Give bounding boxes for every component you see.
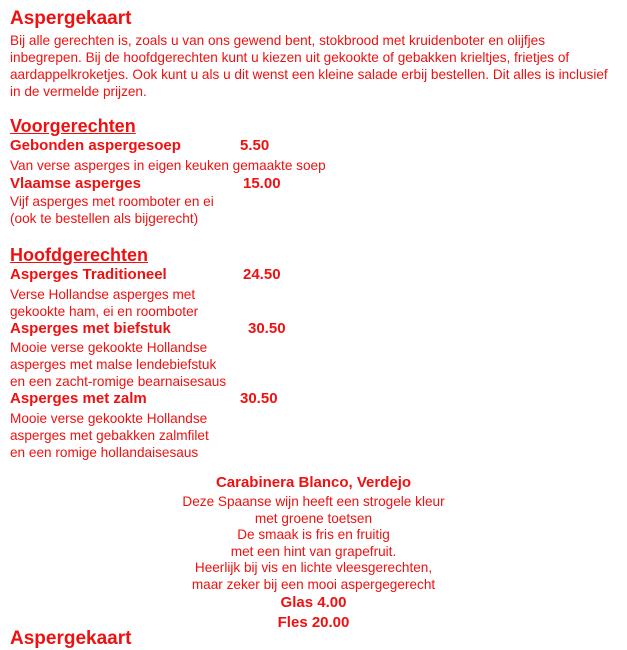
dish-name-biefstuk: Asperges met biefstuk (10, 320, 171, 337)
dish-desc-line: en een zacht-romige bearnaisesaus (10, 374, 227, 389)
dish-price-zalm: 30.50 (240, 390, 278, 407)
wine-desc-line: De smaak is fris en fruitig (237, 527, 390, 542)
dish-name-traditioneel: Asperges Traditioneel (10, 266, 167, 283)
wine-bottle-price: Fles 20.00 (277, 614, 350, 631)
wine-desc-line: Heerlijk bij vis en lichte vleesgerechten, (194, 560, 433, 575)
dish-desc-line: en een romige hollandaisesaus (10, 445, 199, 460)
dish-desc-line: Vijf asperges met roomboter en ei (10, 194, 214, 209)
wine-block (10, 474, 617, 633)
dish-name-aspergesoep: Gebonden aspergesoep (10, 137, 181, 154)
dish-desc-line: asperges met malse lendebiefstuk (10, 357, 217, 372)
dish-price-biefstuk: 30.50 (248, 320, 286, 337)
page-title: Aspergekaart (10, 8, 132, 29)
dish-desc-line: Verse Hollandse asperges met (10, 287, 196, 302)
wine-desc-line: maar zeker bij een mooi aspergegerecht (191, 576, 436, 592)
starters-heading: Voorgerechten (10, 116, 136, 136)
wine-desc-line: Deze Spaanse wijn heeft een strogele kleur (182, 494, 445, 509)
dish-price-vlaamse-asperges: 15.00 (243, 175, 281, 192)
mains-heading: Hoofdgerechten (10, 245, 149, 265)
dish-price-traditioneel: 24.50 (243, 266, 281, 283)
dish-desc-line: Van verse asperges in eigen keuken gemaakte soep (10, 158, 326, 173)
dish-name-zalm: Asperges met zalm (10, 390, 147, 407)
wine-name: Carabinera Blanco, Verdejo (215, 474, 412, 491)
dish-desc-line: gekookte ham, ei en roomboter (10, 304, 199, 319)
wine-desc-line: met een hint van grapefruit. (230, 543, 397, 559)
dish-desc-line: Mooie verse gekookte Hollandse (10, 340, 208, 355)
next-section-title: Aspergekaart (10, 628, 132, 649)
wine-glass-price: Glas 4.00 (280, 594, 347, 611)
dish-price-aspergesoep: 5.50 (240, 137, 270, 154)
wine-desc-line: met groene toetsen (254, 510, 373, 526)
intro-text: Bij alle gerechten is, zoals u van ons gewend bent, stokbrood met kruidenboter en olijfjes inbegrepen. Bij de hoofdgerechten kunt u kiezen uit gekookte of gebakken krieltjes, frietjes of aardappelkroketjes. Ook kunt u als u dit wenst een kleine salade erbij bestellen. Dit alles is inclusief in de vermelde prijzen. (10, 33, 608, 99)
dish-desc-line: Mooie verse gekookte Hollandse (10, 411, 208, 426)
dish-name-vlaamse-asperges: Vlaamse asperges (10, 175, 141, 192)
dish-desc-line: (ook te bestellen als bijgerecht) (10, 211, 199, 226)
dish-desc-line: asperges met gebakken zalmfilet (10, 428, 209, 443)
